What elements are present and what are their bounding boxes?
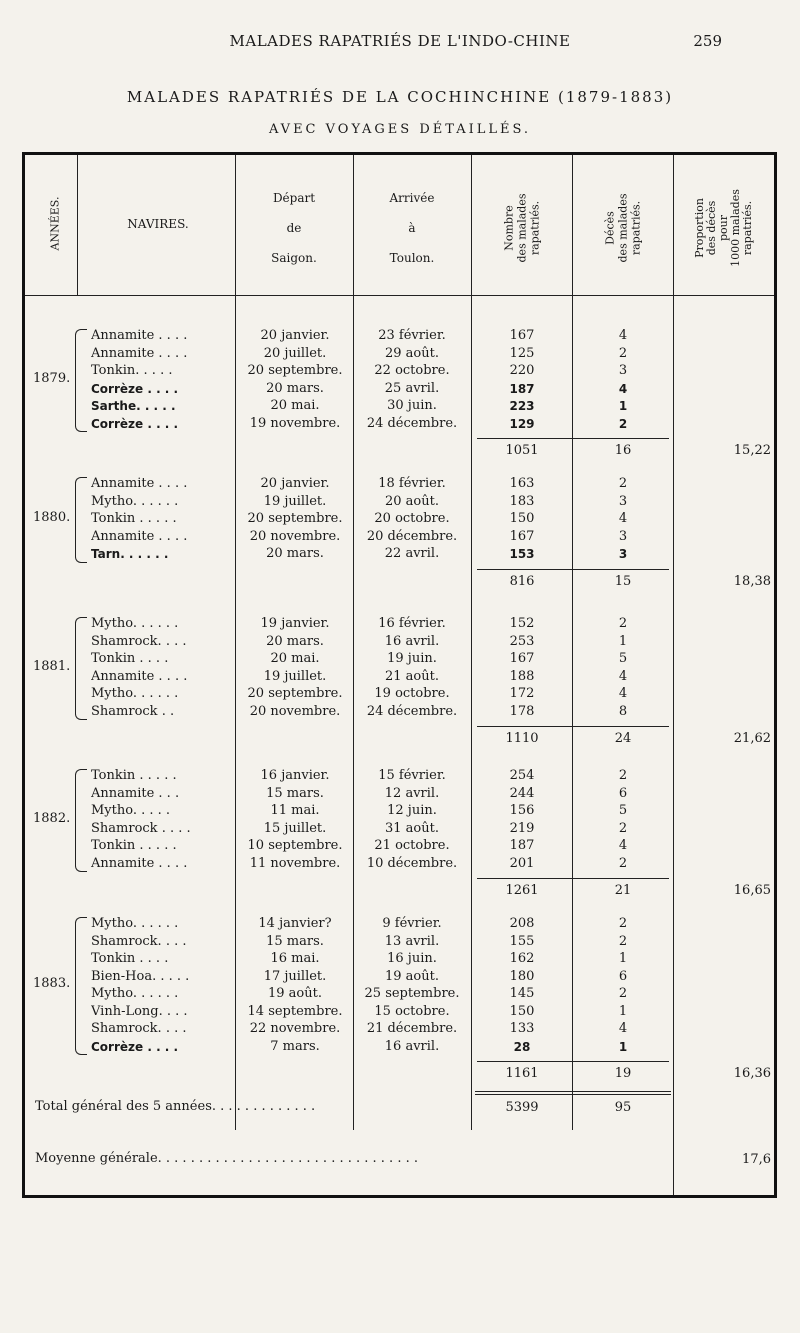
table-title: MALADES RAPATRIÉS DE LA COCHINCHINE (1879-1883) [126, 88, 674, 106]
subtotal-rule [477, 1061, 669, 1062]
ship-name: Mytho. . . . . . [91, 686, 179, 701]
ship-name: Annamite . . . . [91, 345, 188, 361]
total-rule [475, 1091, 671, 1095]
table-row [25, 1038, 780, 1056]
death-count: 4 [618, 381, 628, 396]
ship-name: Annamite . . . . [91, 528, 188, 544]
ship-name: Mytho. . . . . . [91, 986, 179, 1001]
header-arrivee: Arrivée à Toulon. [389, 191, 435, 265]
sick-count: 187 [509, 838, 535, 853]
year-label: 1881. [33, 658, 71, 674]
arrival-date: 16 avril. [384, 1038, 440, 1054]
subtotal-row [25, 1065, 780, 1083]
sick-count: 167 [509, 528, 535, 544]
arrival-date: 24 décembre. [366, 703, 458, 719]
death-count: 4 [618, 1021, 628, 1036]
arrival-date: 16 juin. [387, 951, 437, 966]
departure-date: 16 mai. [270, 951, 320, 966]
ship-name: Vinh-Long. . . . [91, 1003, 188, 1019]
departure-date: 22 novembre. [249, 1021, 341, 1036]
death-count: 1 [618, 951, 628, 966]
table-row [25, 950, 780, 968]
death-count: 4 [618, 668, 628, 684]
subtotal-sick: 1051 [505, 443, 539, 458]
death-count: 1 [618, 1039, 628, 1054]
year-label: 1879. [33, 370, 71, 386]
death-count: 4 [618, 511, 628, 526]
statistics-table [22, 152, 777, 1198]
arrival-date: 15 octobre. [374, 1003, 450, 1019]
departure-date: 20 septembre. [247, 363, 343, 378]
sick-count: 133 [509, 1021, 535, 1036]
death-count: 6 [618, 785, 628, 801]
ship-name: Annamite . . . [91, 785, 180, 801]
table-row [25, 510, 780, 528]
arrival-date: 12 avril. [384, 785, 440, 801]
arrival-date: 31 août. [385, 820, 439, 836]
death-count: 4 [618, 686, 628, 701]
table-row [25, 650, 780, 668]
departure-date: 15 mars. [266, 933, 324, 949]
table-row [25, 933, 780, 951]
table-row [25, 1020, 780, 1038]
arrival-date: 13 avril. [384, 933, 440, 949]
departure-date: 17 juillet. [263, 968, 327, 984]
table-row [25, 820, 780, 838]
sick-count: 183 [509, 493, 535, 509]
subtotal-rule [477, 878, 669, 879]
ship-name: Annamite . . . . [91, 328, 188, 343]
departure-date: 20 mars. [266, 380, 324, 396]
sick-count: 187 [509, 381, 535, 396]
death-count: 2 [618, 416, 628, 431]
table-row [25, 855, 780, 873]
arrival-date: 19 août. [385, 968, 439, 984]
sick-count: 253 [509, 633, 535, 649]
departure-date: 11 novembre. [249, 855, 341, 871]
sick-count: 172 [509, 686, 535, 701]
table-row [25, 397, 780, 415]
departure-date: 14 septembre. [247, 1003, 343, 1019]
arrival-date: 24 décembre. [366, 415, 458, 431]
header-depart: Départ de Saigon. [271, 191, 317, 265]
death-count: 6 [618, 968, 628, 984]
sick-count: 153 [509, 547, 535, 561]
ship-name: Corrèze . . . . [91, 416, 179, 431]
sick-count: 155 [509, 933, 535, 949]
death-count: 8 [618, 703, 628, 719]
ship-name: Mytho. . . . . . [91, 616, 179, 631]
death-count: 3 [618, 528, 628, 544]
page-number: 259 [693, 32, 722, 50]
departure-date: 19 juillet. [263, 668, 327, 684]
death-count: 2 [618, 768, 628, 783]
death-count: 5 [618, 803, 628, 818]
arrival-date: 20 octobre. [374, 511, 450, 526]
table-row [25, 545, 780, 563]
ship-name: Annamite . . . . [91, 668, 188, 684]
table-row [25, 327, 780, 345]
arrival-date: 12 juin. [387, 803, 437, 818]
table-row [25, 528, 780, 546]
header-deces: Décès des malades rapatriés. [603, 193, 642, 262]
sick-count: 244 [509, 785, 535, 801]
departure-date: 20 novembre. [249, 528, 341, 544]
table-row [25, 685, 780, 703]
subtotal-sick: 1110 [505, 731, 539, 746]
ship-name: Shamrock. . . . [91, 1021, 187, 1036]
subtotal-rule [477, 438, 669, 439]
arrival-date: 21 décembre. [366, 1021, 458, 1036]
table-row [25, 785, 780, 803]
header-annees: ANNÉES. [48, 196, 62, 251]
death-count: 2 [618, 933, 628, 949]
sick-count: 129 [509, 416, 535, 431]
departure-date: 20 janvier. [260, 476, 330, 491]
sick-count: 152 [509, 616, 535, 631]
sick-count: 208 [509, 916, 535, 931]
moyenne-value: 17,6 [742, 1152, 771, 1167]
arrival-date: 22 avril. [384, 546, 440, 561]
table-subtitle: AVEC VOYAGES DÉTAILLÉS. [268, 122, 532, 137]
sick-count: 150 [509, 511, 535, 526]
departure-date: 19 janvier. [260, 616, 330, 631]
arrival-date: 29 août. [385, 345, 439, 361]
departure-date: 20 novembre. [249, 703, 341, 719]
subtotal-row [25, 573, 780, 591]
sick-count: 167 [509, 651, 535, 666]
departure-date: 14 janvier? [258, 916, 332, 931]
subtotal-dead: 15 [614, 573, 632, 589]
year-label: 1880. [33, 509, 71, 525]
death-count: 5 [618, 651, 628, 666]
sick-count: 219 [509, 820, 535, 836]
death-count: 2 [618, 345, 628, 361]
sick-count: 178 [509, 703, 535, 719]
subtotal-dead: 16 [614, 443, 632, 458]
subtotal-rule [477, 726, 669, 727]
departure-date: 10 septembre. [247, 838, 343, 853]
arrival-date: 20 août. [385, 493, 439, 509]
subtotal-row [25, 730, 780, 748]
arrival-date: 25 septembre. [364, 986, 460, 1001]
total-sick: 5399 [505, 1100, 539, 1115]
arrival-date: 23 février. [378, 328, 446, 343]
ship-name: Shamrock . . [91, 703, 175, 719]
table-row [25, 915, 780, 933]
table-row [25, 345, 780, 363]
sick-count: 223 [509, 399, 535, 413]
departure-date: 20 juillet. [263, 345, 327, 361]
proportion-value: 18,38 [733, 573, 771, 589]
table-row [25, 415, 780, 433]
sick-count: 150 [509, 1003, 535, 1019]
death-count: 2 [618, 476, 628, 491]
table-row [25, 985, 780, 1003]
subtotal-dead: 21 [614, 883, 632, 898]
death-count: 4 [618, 328, 628, 343]
departure-date: 19 août. [268, 986, 322, 1001]
table-row [25, 767, 780, 785]
ship-name: Corrèze . . . . [91, 381, 179, 396]
sick-count: 254 [509, 768, 535, 783]
ship-name: Tonkin . . . . [91, 651, 169, 666]
departure-date: 20 mai. [270, 651, 320, 666]
table-row [25, 633, 780, 651]
subtotal-row [25, 882, 780, 900]
table-row [25, 802, 780, 820]
arrival-date: 10 décembre. [366, 855, 458, 871]
departure-date: 15 mars. [266, 785, 324, 801]
ship-name: Shamrock . . . . [91, 820, 191, 836]
header-navires: NAVIRES. [127, 217, 189, 231]
arrival-date: 30 juin. [387, 398, 437, 413]
departure-date: 20 mars. [266, 633, 324, 649]
ship-name: Tonkin . . . . . [91, 838, 177, 853]
departure-date: 19 novembre. [249, 415, 341, 431]
arrival-date: 16 février. [378, 616, 446, 631]
sick-count: 167 [509, 328, 535, 343]
column-rule [77, 155, 78, 295]
ship-name: Mytho. . . . . [91, 803, 171, 818]
arrival-date: 15 février. [378, 768, 446, 783]
table-row [25, 493, 780, 511]
table-row [25, 615, 780, 633]
sick-count: 201 [509, 855, 535, 871]
departure-date: 19 juillet. [263, 493, 327, 509]
subtotal-rule [477, 569, 669, 570]
ship-name: Shamrock. . . . [91, 933, 187, 949]
table-row [25, 968, 780, 986]
arrival-date: 9 février. [382, 916, 442, 931]
header-rule [25, 295, 774, 296]
table-row [25, 1003, 780, 1021]
arrival-date: 22 octobre. [374, 363, 450, 378]
death-count: 2 [618, 855, 628, 871]
arrival-date: 25 avril. [384, 380, 440, 396]
header-proportion: Proportion des décès pour 1000 malades rapatriés. [692, 188, 754, 267]
proportion-value: 21,62 [733, 731, 771, 746]
death-count: 3 [618, 493, 628, 509]
ship-name: Tarn. . . . . . [91, 547, 169, 561]
ship-name: Tonkin. . . . . [91, 363, 173, 378]
subtotal-sick: 1261 [505, 883, 539, 898]
proportion-value: 15,22 [733, 443, 771, 458]
death-count: 2 [618, 616, 628, 631]
death-count: 1 [618, 1003, 628, 1019]
moyenne-row [25, 1151, 780, 1169]
sick-count: 145 [509, 986, 535, 1001]
departure-date: 11 mai. [270, 803, 320, 818]
death-count: 2 [618, 820, 628, 836]
arrival-date: 16 avril. [384, 633, 440, 649]
table-row [25, 475, 780, 493]
running-head-title: MALADES RAPATRIÉS DE L'INDO-CHINE [229, 32, 571, 50]
ship-name: Mytho. . . . . . [91, 916, 179, 931]
departure-date: 15 juillet. [263, 820, 327, 836]
table-row [25, 703, 780, 721]
header-nombre: Nombre des malades rapatriés. [502, 193, 541, 262]
death-count: 2 [618, 916, 628, 931]
sick-count: 156 [509, 803, 535, 818]
death-count: 1 [618, 633, 628, 649]
arrival-date: 20 décembre. [366, 528, 458, 544]
arrival-date: 21 octobre. [374, 838, 450, 853]
death-count: 2 [618, 986, 628, 1001]
sick-count: 28 [513, 1039, 531, 1054]
table-row [25, 380, 780, 398]
ship-name: Mytho. . . . . . [91, 493, 179, 509]
sick-count: 188 [509, 668, 535, 684]
sick-count: 162 [509, 951, 535, 966]
table-row [25, 668, 780, 686]
arrival-date: 19 octobre. [374, 686, 450, 701]
arrival-date: 19 juin. [387, 651, 437, 666]
ship-name: Sarthe. . . . . [91, 399, 176, 413]
total-row [25, 1099, 780, 1117]
sick-count: 220 [509, 363, 535, 378]
proportion-value: 16,65 [733, 883, 771, 898]
arrival-date: 18 février. [378, 476, 446, 491]
year-label: 1882. [33, 810, 71, 826]
ship-name: Annamite . . . . [91, 476, 188, 491]
table-row [25, 362, 780, 380]
death-count: 1 [618, 399, 628, 413]
subtotal-row [25, 442, 780, 460]
departure-date: 20 mars. [266, 546, 324, 561]
departure-date: 16 janvier. [260, 768, 330, 783]
ship-name: Annamite . . . . [91, 855, 188, 871]
running-head [0, 32, 800, 54]
proportion-value: 16,36 [733, 1066, 771, 1081]
subtotal-dead: 24 [614, 731, 632, 746]
subtotal-sick: 816 [509, 573, 535, 589]
moyenne-label: Moyenne générale. . . . . . . . . . . . . . . . . . . . . . . . . . . . . . . . [35, 1151, 418, 1166]
ship-name: Tonkin . . . . [91, 951, 169, 966]
departure-date: 20 janvier. [260, 328, 330, 343]
subtotal-sick: 1161 [505, 1066, 539, 1081]
total-dead: 95 [614, 1100, 632, 1115]
ship-name: Shamrock. . . . [91, 633, 187, 649]
total-label: Total général des 5 années. . . . . . . . . . . . . [35, 1099, 316, 1114]
departure-date: 20 septembre. [247, 686, 343, 701]
sick-count: 125 [509, 345, 535, 361]
sick-count: 180 [509, 968, 535, 984]
ship-name: Tonkin . . . . . [91, 511, 177, 526]
ship-name: Corrèze . . . . [91, 1039, 179, 1054]
departure-date: 20 septembre. [247, 511, 343, 526]
death-count: 4 [618, 838, 628, 853]
departure-date: 20 mai. [270, 398, 320, 413]
death-count: 3 [618, 363, 628, 378]
arrival-date: 21 août. [385, 668, 439, 684]
departure-date: 7 mars. [270, 1038, 320, 1054]
ship-name: Tonkin . . . . . [91, 768, 177, 783]
table-row [25, 837, 780, 855]
sick-count: 163 [509, 476, 535, 491]
year-label: 1883. [33, 976, 71, 991]
subtotal-dead: 19 [614, 1066, 632, 1081]
death-count: 3 [618, 547, 628, 561]
ship-name: Bien-Hoa. . . . . [91, 968, 190, 984]
